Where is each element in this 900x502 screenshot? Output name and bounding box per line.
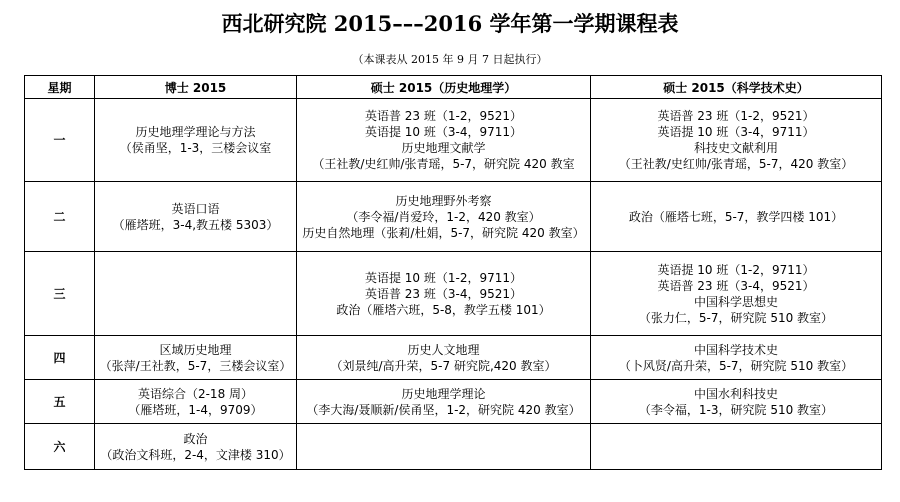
phd-cell [95, 252, 297, 336]
course-line: 英语提 10 班（1-2，9711） [364, 270, 523, 285]
course-line: （李令福，1-3，研究院 510 教室） [638, 402, 834, 417]
course-line: 历史地理文献学 [401, 141, 486, 155]
course-line: （卜风贤/高升荣，5-7，研究院 510 教室） [618, 358, 854, 373]
phd-cell [95, 424, 297, 470]
ms-geo-cell [297, 424, 591, 470]
schedule-table [24, 75, 882, 470]
course-line: （张力仁，5-7，研究院 510 教室） [638, 310, 834, 325]
page-title: 西北研究院 2015–––2016 学年第一学期课程表 [221, 11, 679, 36]
course-line: 历史人文地理 [407, 342, 480, 357]
ms-sci-cell [591, 182, 882, 252]
course-line: 中国科学思想史 [693, 294, 778, 309]
course-line: 中国科学技术史 [693, 342, 778, 357]
header-row [25, 76, 882, 99]
course-line: （雁塔班，1-4，9709） [128, 402, 263, 417]
page-subtitle: （本课表从 2015 年 9 月 7 日起执行） [352, 53, 548, 66]
course-line: （刘景纯/高升荣，5-7 研究院,420 教室） [330, 358, 557, 373]
course-line: 历史自然地理（张莉/杜娟，5-7，研究院 420 教室） [302, 225, 585, 240]
header-day: 星期 [25, 76, 95, 99]
course-line: 英语综合（2-18 周） [137, 386, 254, 401]
ms-geo-cell [297, 252, 591, 336]
course-line: 英语提 10 班（3-4，9711） [364, 125, 523, 139]
day-cell: 一 [25, 99, 95, 182]
course-line: （政治文科班，2-4，文津楼 310） [100, 447, 291, 462]
ms-sci-cell [591, 380, 882, 424]
course-line: 英语口语 [171, 201, 220, 216]
course-line: （张萍/王社教，5-7，三楼会议室） [99, 358, 292, 373]
table-row [25, 380, 882, 424]
course-line: 英语普 23 班（1-2，9521） [657, 109, 815, 123]
course-line: （侯甬坚，1-3，三楼会议室 [119, 141, 272, 155]
course-line: 科技史文献利用 [693, 141, 778, 155]
table-row [25, 99, 882, 182]
course-line: （李令福/肖爱玲，1-2，420 教室） [346, 209, 541, 224]
course-line: 英语普 23 班（3-4，9521） [364, 286, 523, 301]
course-line: （李大海/聂顺新/侯甬坚，1-2，研究院 420 教室） [306, 402, 581, 417]
table-row [25, 182, 882, 252]
ms-sci-cell [591, 336, 882, 380]
course-line: 政治（雁塔六班，5-8，教学五楼 101） [336, 302, 551, 317]
course-line: 中国水利科技史 [693, 386, 778, 401]
course-line: （王社教/史红帅/张青瑶，5-7，研究院 420 教室 [312, 157, 575, 171]
ms-geo-cell [297, 99, 591, 182]
day-cell: 六 [25, 424, 95, 470]
course-line: 英语普 23 班（3-4，9521） [657, 278, 815, 293]
ms-sci-cell [591, 424, 882, 470]
course-line: 区域历史地理 [159, 342, 232, 357]
day-cell: 四 [25, 336, 95, 380]
phd-cell [95, 336, 297, 380]
header-ms-sci: 硕士 2015（科学技术史） [591, 76, 882, 99]
ms-sci-cell [591, 99, 882, 182]
course-line: 英语提 10 班（3-4，9711） [657, 125, 815, 139]
phd-cell [95, 380, 297, 424]
ms-geo-cell [297, 380, 591, 424]
phd-cell [95, 99, 297, 182]
ms-geo-cell [297, 182, 591, 252]
header-ms-geo: 硕士 2015（历史地理学） [297, 76, 591, 99]
day-cell: 三 [25, 252, 95, 336]
phd-cell [95, 182, 297, 252]
ms-sci-cell [591, 252, 882, 336]
table-row [25, 424, 882, 470]
course-line: 历史地理学理论与方法 [135, 125, 256, 139]
course-line: 政治（雁塔七班，5-7，教学四楼 101） [628, 209, 844, 224]
day-cell: 五 [25, 380, 95, 424]
course-line: 英语普 23 班（1-2，9521） [364, 109, 523, 123]
course-line: 历史地理野外考察 [395, 193, 492, 208]
course-line: 政治 [183, 431, 208, 446]
header-phd: 博士 2015 [95, 76, 297, 99]
course-line: （王社教/史红帅/张青瑶，5-7，420 教室） [618, 157, 854, 171]
course-line: 历史地理学理论 [401, 386, 486, 401]
course-line: （雁塔班，3-4,教五楼 5303） [112, 217, 279, 232]
ms-geo-cell [297, 336, 591, 380]
table-row [25, 336, 882, 380]
course-line: 英语提 10 班（1-2，9711） [657, 262, 815, 277]
day-cell: 二 [25, 182, 95, 252]
table-row [25, 252, 882, 336]
